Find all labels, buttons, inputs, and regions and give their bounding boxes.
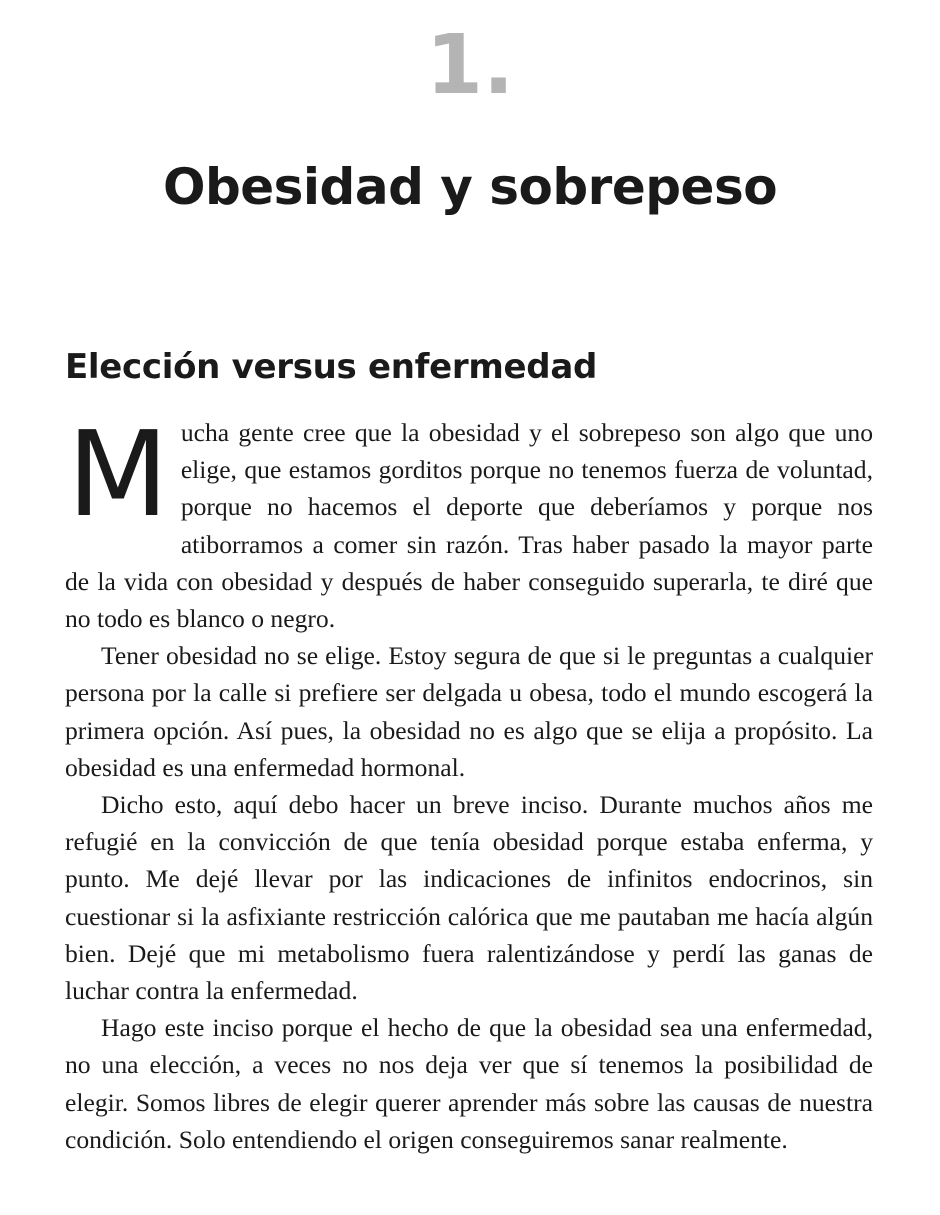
section-title: Elección versus enfermedad bbox=[65, 347, 598, 387]
chapter-title: Obesidad y sobrepeso bbox=[162, 158, 778, 216]
paragraph-3: Dicho esto, aquí debo hacer un breve inciso. Durante muchos años me refugié en la convicción de que tenía obesidad porque estaba enferma, y punto. Me dejé llevar por las indicaciones de infinitos endocrinos, sin cuestionar si la asfixiante restricción calórica que me pautaban me hacía algún bien. Dejé que mi metabolismo fuera ralentizándose y perdí las ganas de luchar contra la enfermedad. bbox=[65, 790, 873, 1006]
paragraph-1-text: ucha gente cree que la obesidad y el sobrepeso son algo que uno elige, que estamos gorditos porque no tenemos fuerza de voluntad, porque no hacemos el deporte que deberíamos y porque nos atiborramos a comer sin razón. Tras haber pasado la mayor parte de la vida con obesidad y después de haber conseguido superarla, te diré que no todo es blanco o negro. bbox=[65, 418, 873, 634]
paragraph-1 bbox=[65, 405, 873, 637]
chapter-number: 1. bbox=[425, 18, 515, 113]
paragraph-4: Hago este inciso porque el hecho de que la obesidad sea una enfermedad, no una elección, a veces no nos deja ver que sí tenemos la posibilidad de elegir. Somos libres de elegir querer aprender más sobre las causas de nuestra condición. Solo entendiendo el origen conseguiremos sanar realmente. bbox=[65, 1013, 873, 1154]
drop-cap: M bbox=[67, 405, 165, 543]
paragraph-2: Tener obesidad no se elige. Estoy segura de que si le preguntas a cualquier persona por la calle si prefiere ser delgada u obesa, todo el mundo escogerá la primera opción. Así pues, la obesidad no es algo que se elija a propósito. La obesidad es una enfermedad hormonal. bbox=[65, 641, 873, 782]
body-text bbox=[65, 405, 873, 1158]
